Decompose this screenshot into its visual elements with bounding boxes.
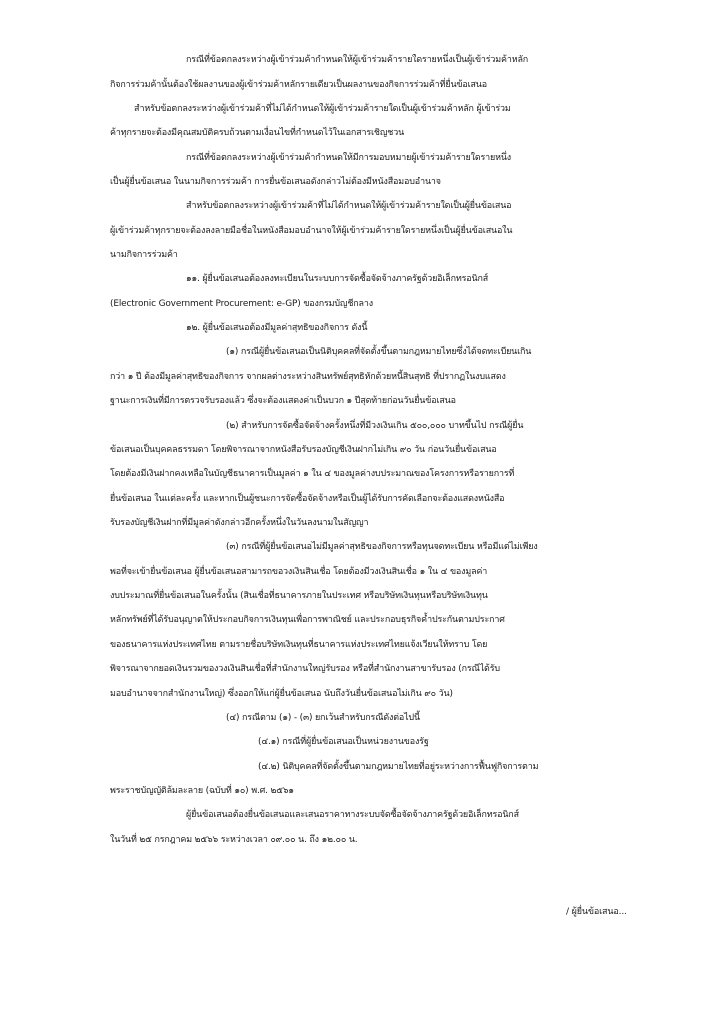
text-line: ในวันที่ ๒๕ กรกฎาคม ๒๕๖๖ ระหว่างเวลา ๐๙.๐๐ น. ถึง ๑๒.๐๐ น.: [110, 835, 358, 845]
text-line: สำหรับข้อตกลงระหว่างผู้เข้าร่วมค้าที่ไม่ได้กำหนดให้ผู้เข้าร่วมค้ารายใดเป็นผู้ยื่นข้อเสนอ: [186, 201, 512, 211]
text-line: หลักทรัพย์ที่ได้รับอนุญาตให้ประกอบกิจการเงินทุนเพื่อการพาณิชย์ และประกอบธุรกิจค้ำประกันตามประกาศ: [110, 615, 505, 625]
text-line: เป็นผู้ยื่นข้อเสนอ ในนามกิจการร่วมค้า การยื่นข้อเสนอดังกล่าวไม่ต้องมีหนังสือมอบอำนาจ: [110, 177, 441, 187]
text-line: ผู้ยื่นข้อเสนอต้องยื่นข้อเสนอและเสนอราคาทางระบบจัดซื้อจัดจ้างภาครัฐด้วยอิเล็กทรอนิกส์: [186, 810, 519, 820]
text-line: งบประมาณที่ยื่นข้อเสนอในครั้งนั้น (สินเชื่อที่ธนาคารภายในประเทศ หรือบริษัทเงินทุนหรือบริษัทเงินทุน: [110, 591, 488, 601]
text-line: กรณีที่ข้อตกลงระหว่างผู้เข้าร่วมค้ากำหนดให้มีการมอบหมายผู้เข้าร่วมค้ารายใดรายหนึ่ง: [186, 153, 512, 163]
text-line: (๓) กรณีที่ผู้ยื่นข้อเสนอไม่มีมูลค่าสุทธิของกิจการหรือทุนจดทะเบียน หรือมีแต่ไม่เพียง: [226, 542, 538, 552]
text-line: ของธนาคารแห่งประเทศไทย ตามรายชื่อบริษัทเงินทุนที่ธนาคารแห่งประเทศไทยแจ้งเวียนให้ทราบ โดย: [110, 640, 488, 650]
page-continuation-footer: / ผู้ยื่นข้อเสนอ...: [566, 907, 627, 917]
text-line: (๔.๒) นิติบุคคลที่จัดตั้งขึ้นตามกฎหมายไทยที่อยู่ระหว่างการฟื้นฟูกิจการตาม: [258, 762, 539, 772]
text-line: กว่า ๑ ปี ต้องมีมูลค่าสุทธิของกิจการ จากผลต่างระหว่างสินทรัพย์สุทธิหักด้วยหนี้สินสุทธิ ที่ปรากฏในงบแสดง: [110, 372, 506, 382]
text-line: (๒) สำหรับการจัดซื้อจัดจ้างครั้งหนึ่งที่มีวงเงินเกิน ๕๐๐,๐๐๐ บาทขึ้นไป กรณีผู้ยื่น: [226, 421, 524, 431]
text-line: พระราชบัญญัติล้มละลาย (ฉบับที่ ๑๐) พ.ศ. ๒๕๖๑: [110, 786, 294, 796]
text-line: ข้อเสนอเป็นบุคคลธรรมดา โดยพิจารณาจากหนังสือรับรองบัญชีเงินฝากไม่เกิน ๙๐ วัน ก่อนวันยื่นข้อเสนอ: [110, 445, 497, 455]
text-line: พิจารณาจากยอดเงินรวมของวงเงินสินเชื่อที่สำนักงานใหญ่รับรอง หรือที่สำนักงานสาขารับรอง (กรณีได้รับ: [110, 664, 500, 674]
text-line: รับรองบัญชีเงินฝากที่มีมูลค่าดังกล่าวอีกครั้งหนึ่งในวันลงนามในสัญญา: [110, 518, 369, 528]
text-line: (๑) กรณีผู้ยื่นข้อเสนอเป็นนิติบุคคลที่จัดตั้งขึ้นตามกฎหมายไทยซึ่งได้จดทะเบียนเกิน: [226, 347, 532, 357]
text-line: นามกิจการร่วมค้า: [110, 250, 178, 260]
text-line: กรณีที่ข้อตกลงระหว่างผู้เข้าร่วมค้ากำหนดให้ผู้เข้าร่วมค้ารายใดรายหนึ่งเป็นผู้เข้าร่วมค้าหลัก: [186, 55, 529, 65]
text-line: (๔.๑) กรณีที่ผู้ยื่นข้อเสนอเป็นหน่วยงานของรัฐ: [258, 737, 429, 747]
text-line: โดยต้องมีเงินฝากคงเหลือในบัญชีธนาคารเป็นมูลค่า ๑ ใน ๔ ของมูลค่างบประมาณของโครงการหรือรายการที่: [110, 469, 515, 479]
text-line: (Electronic Government Procurement: e-GP) ของกรมบัญชีกลาง: [110, 299, 373, 309]
section-heading: ๑๒. ผู้ยื่นข้อเสนอต้องมีมูลค่าสุทธิของกิจการ ดังนี้: [186, 323, 368, 333]
text-line: ค้าทุกรายจะต้องมีคุณสมบัติครบถ้วนตามเงื่อนไขที่กำหนดไว้ในเอกสารเชิญชวน: [110, 128, 405, 138]
text-line: พอที่จะเข้ายื่นข้อเสนอ ผู้ยื่นข้อเสนอสามารถขอวงเงินสินเชื่อ โดยต้องมีวงเงินสินเชื่อ ๑ ใน ๔ ของมูลค่า: [110, 567, 488, 577]
text-line: ยื่นข้อเสนอ ในแต่ละครั้ง และหากเป็นผู้ชนะการจัดซื้อจัดจ้างหรือเป็นผู้ได้รับการคัดเลือกจะต้องแสดงหนังสือ: [110, 494, 505, 504]
text-line: สำหรับข้อตกลงระหว่างผู้เข้าร่วมค้าที่ไม่ได้กำหนดให้ผู้เข้าร่วมค้ารายใดเป็นผู้เข้าร่วมค้าหลัก ผู้เข้าร่วม: [134, 104, 511, 114]
text-line: ผู้เข้าร่วมค้าทุกรายจะต้องลงลายมือชื่อในหนังสือมอบอำนาจให้ผู้เข้าร่วมค้ารายใดรายหนึ่งเป็นผู้ยื่นข้อเสนอใน: [110, 226, 513, 236]
text-line: มอบอำนาจจากสำนักงานใหญ่) ซึ่งออกให้แก่ผู้ยื่นข้อเสนอ นับถึงวันยื่นข้อเสนอไม่เกิน ๙๐ วัน): [110, 689, 453, 699]
text-line: (๔) กรณีตาม (๑) - (๓) ยกเว้นสำหรับกรณีดังต่อไปนี้: [226, 713, 420, 723]
section-heading: ๑๑. ผู้ยื่นข้อเสนอต้องลงทะเบียนในระบบการจัดซื้อจัดจ้างภาครัฐด้วยอิเล็กทรอนิกส์: [186, 274, 489, 284]
text-line: กิจการร่วมค้านั้นต้องใช้ผลงานของผู้เข้าร่วมค้าหลักรายเดียวเป็นผลงานของกิจการร่วมค้าที่ยื่นข้อเสนอ: [110, 80, 487, 90]
text-line: ฐานะการเงินที่มีการตรวจรับรองแล้ว ซึ่งจะต้องแสดงค่าเป็นบวก ๑ ปีสุดท้ายก่อนวันยื่นข้อเสนอ: [110, 396, 456, 406]
